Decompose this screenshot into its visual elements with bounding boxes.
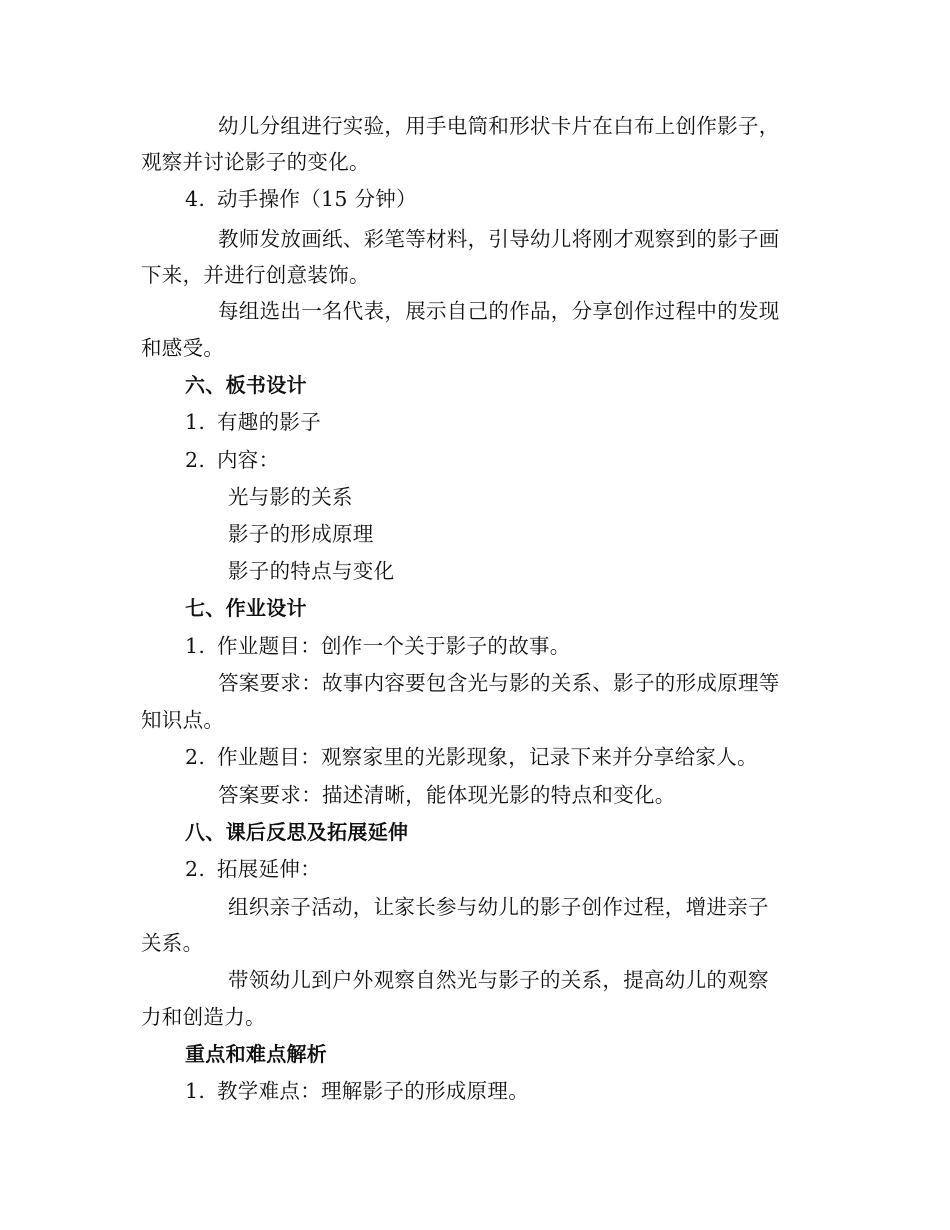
- sub-item: 光与影的关系: [228, 485, 353, 509]
- paragraph-line: 知识点。: [141, 708, 225, 732]
- paragraph-line: 幼儿分组进行实验，用手电筒和形状卡片在白布上创作影子，: [218, 114, 780, 138]
- paragraph-line: 观察并讨论影子的变化。: [141, 150, 370, 174]
- list-item-text: 作业题目：创作一个关于影子的故事。: [217, 634, 571, 658]
- list-item: [185, 185, 417, 213]
- paragraph-line: 关系。: [141, 931, 204, 955]
- list-number: 2.: [185, 745, 206, 769]
- sub-item: 影子的形成原理: [228, 522, 374, 546]
- list-item-text: 作业题目：观察家里的光影现象，记录下来并分享给家人。: [217, 745, 758, 769]
- list-item: [185, 855, 321, 883]
- paragraph-line: 答案要求：故事内容要包含光与影的关系、影子的形成原理等: [218, 671, 780, 695]
- list-number: 1.: [185, 410, 206, 434]
- list-item: [185, 446, 279, 474]
- list-item: [185, 743, 758, 771]
- list-item: [185, 408, 321, 436]
- list-item-text: 动手操作（15 分钟）: [217, 187, 417, 211]
- list-item: [185, 1077, 529, 1105]
- list-number: 1.: [185, 1079, 206, 1103]
- list-number: 4.: [185, 187, 206, 211]
- list-number: 2.: [185, 448, 206, 472]
- section-heading: 六、板书设计: [185, 373, 307, 397]
- paragraph-line: 下来，并进行创意装饰。: [141, 263, 370, 287]
- paragraph-line: 教师发放画纸、彩笔等材料，引导幼儿将刚才观察到的影子画: [218, 227, 780, 251]
- section-heading: 七、作业设计: [185, 596, 307, 620]
- list-item-text: 内容：: [217, 448, 280, 472]
- section-heading: 八、课后反思及拓展延伸: [185, 820, 409, 844]
- list-item-text: 有趣的影子: [217, 410, 321, 434]
- section-heading: 重点和难点解析: [185, 1042, 328, 1066]
- list-item-text: 教学难点：理解影子的形成原理。: [217, 1079, 529, 1103]
- paragraph-line: 和感受。: [141, 336, 225, 360]
- list-number: 2.: [185, 857, 206, 881]
- sub-item: 影子的特点与变化: [228, 559, 395, 583]
- paragraph-line: 组织亲子活动，让家长参与幼儿的影子创作过程，增进亲子: [228, 895, 769, 919]
- list-item-text: 拓展延伸：: [217, 857, 321, 881]
- paragraph-line: 带领幼儿到户外观察自然光与影子的关系，提高幼儿的观察: [228, 968, 769, 992]
- list-item: [185, 632, 571, 660]
- paragraph-line: 答案要求：描述清晰，能体现光影的特点和变化。: [218, 783, 676, 807]
- paragraph-line: 每组选出一名代表，展示自己的作品，分享创作过程中的发现: [218, 299, 780, 323]
- list-number: 1.: [185, 634, 206, 658]
- paragraph-line: 力和创造力。: [141, 1005, 266, 1029]
